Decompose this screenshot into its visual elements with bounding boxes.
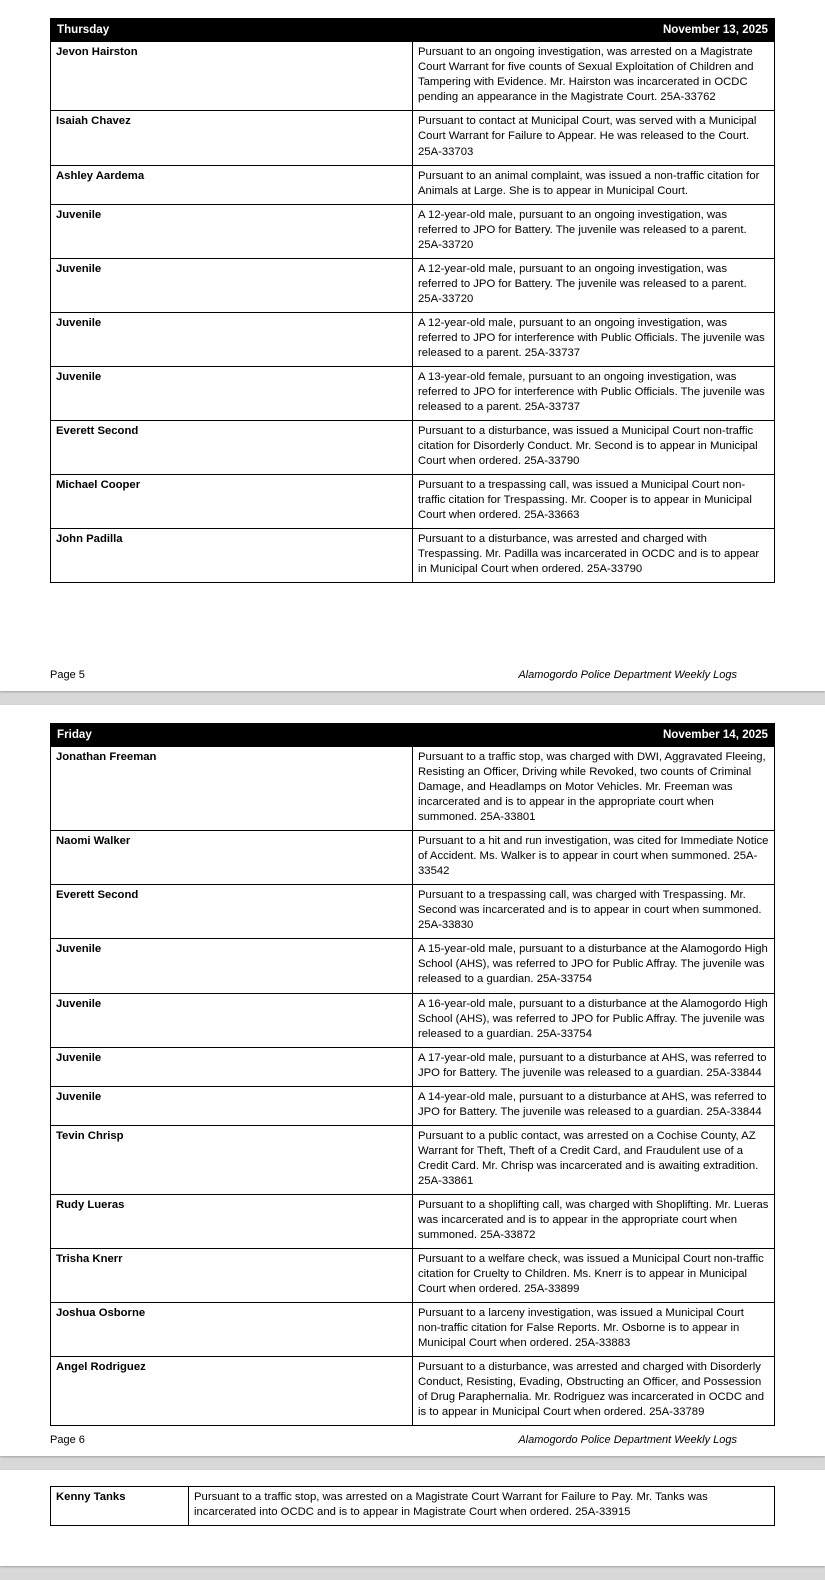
table-row (51, 366, 775, 420)
row-name: Tevin Chrisp (51, 1125, 413, 1194)
row-description: Pursuant to a traffic stop, was charged with DWI, Aggravated Fleeing, Resisting an Officer, Driving while Revoked, two counts of Criminal Damage, and Headlamps on Motor Vehicles. Mr. Freeman was incarcerated and is to appear in the appropriate court when summoned. 25A-33801 (413, 747, 775, 831)
table-row (51, 831, 775, 885)
page-6-content (22, 723, 803, 1426)
log-table-continued (50, 1486, 775, 1526)
row-name: Juvenile (51, 1047, 413, 1086)
row-description: Pursuant to a larceny investigation, was issued a Municipal Court non-traffic citation for False Reports. Mr. Osborne is to appear in Municipal Court when ordered. 25A-33883 (413, 1302, 775, 1356)
table-row (51, 420, 775, 474)
row-name: Joshua Osborne (51, 1302, 413, 1356)
table-row (51, 1047, 775, 1086)
page-5-footer (22, 669, 803, 681)
row-name: Angel Rodriguez (51, 1356, 413, 1425)
page-6-footer (22, 1434, 803, 1446)
page-5-blank-space (22, 583, 803, 669)
table-header-row (51, 19, 775, 42)
row-description: A 17-year-old male, pursuant to a disturbance at AHS, was referred to JPO for Battery. The juvenile was released to a guardian. 25A-33844 (413, 1047, 775, 1086)
row-name: Rudy Lueras (51, 1194, 413, 1248)
row-description: Pursuant to an animal complaint, was issued a non-traffic citation for Animals at Large. She is to appear in Municipal Court. (413, 165, 775, 204)
row-name: Kenny Tanks (51, 1486, 189, 1525)
header-day-label: Thursday (51, 19, 413, 42)
row-name: Michael Cooper (51, 474, 413, 528)
table-row (51, 993, 775, 1047)
table-row (51, 204, 775, 258)
table-row (51, 1248, 775, 1302)
table-row (51, 939, 775, 993)
page-7-content (22, 1486, 803, 1526)
row-name: Isaiah Chavez (51, 111, 413, 165)
row-description: Pursuant to a disturbance, was arrested and charged with Disorderly Conduct, Resisting, Evading, Obstructing an Officer, and Possession of Drug Paraphernalia. Mr. Rodriguez was incarcerated in OCDC and is to appear in Municipal Court when ordered. 25A-33789 (413, 1356, 775, 1425)
page-number: Page 5 (50, 668, 85, 681)
row-description: A 12-year-old male, pursuant to an ongoing investigation, was referred to JPO for Battery. The juvenile was released to a parent. 25A-33720 (413, 204, 775, 258)
row-name: Ashley Aardema (51, 165, 413, 204)
table-row (51, 111, 775, 165)
document-page-7 (0, 1470, 825, 1566)
row-description: Pursuant to a traffic stop, was arrested on a Magistrate Court Warrant for Failure to Pay. Mr. Tanks was incarcerated into OCDC and is to appear in Magistrate Court when ordered. 25A-33915 (189, 1486, 775, 1525)
table-row (51, 885, 775, 939)
row-description: A 12-year-old male, pursuant to an ongoing investigation, was referred to JPO for interference with Public Officials. The juvenile was released to a parent. 25A-33737 (413, 312, 775, 366)
table-row (51, 747, 775, 831)
row-description: Pursuant to a disturbance, was issued a Municipal Court non-traffic citation for Disorderly Conduct. Mr. Second is to appear in Municipal Court when ordered. 25A-33790 (413, 420, 775, 474)
header-date-label: November 14, 2025 (413, 723, 775, 746)
row-name: Naomi Walker (51, 831, 413, 885)
row-name: Juvenile (51, 204, 413, 258)
page-6-blank-space (22, 1426, 803, 1434)
table-row (51, 1194, 775, 1248)
row-name: Juvenile (51, 1086, 413, 1125)
row-description: Pursuant to a trespassing call, was charged with Trespassing. Mr. Second was incarcerated and is to appear in court when summoned. 25A-33830 (413, 885, 775, 939)
log-table-friday (50, 723, 775, 1426)
table-row (51, 528, 775, 582)
row-name: Jonathan Freeman (51, 747, 413, 831)
row-name: Everett Second (51, 420, 413, 474)
row-name: John Padilla (51, 528, 413, 582)
row-name: Juvenile (51, 312, 413, 366)
row-description: Pursuant to a public contact, was arrested on a Cochise County, AZ Warrant for Theft, Theft of a Credit Card, and Fraudulent use of a Credit Card. Mr. Chrisp was incarcerated and is awaiting extradition. 25A-33861 (413, 1125, 775, 1194)
row-description: Pursuant to a shoplifting call, was charged with Shoplifting. Mr. Lueras was incarcerated and is to appear in the appropriate court when summoned. 25A-33872 (413, 1194, 775, 1248)
header-date-label: November 13, 2025 (413, 19, 775, 42)
row-description: Pursuant to an ongoing investigation, was arrested on a Magistrate Court Warrant for five counts of Sexual Exploitation of Children and Tampering with Evidence. Mr. Hairston was incarcerated in OCDC pending an appearance in the Magistrate Court. 25A-33762 (413, 42, 775, 111)
row-description: A 12-year-old male, pursuant to an ongoing investigation, was referred to JPO for Battery. The juvenile was released to a parent. 25A-33720 (413, 258, 775, 312)
row-name: Juvenile (51, 258, 413, 312)
table-row (51, 42, 775, 111)
row-description: Pursuant to contact at Municipal Court, was served with a Municipal Court Warrant for Failure to Appear. He was released to the Court. 25A-33703 (413, 111, 775, 165)
table-header-row (51, 723, 775, 746)
row-description: A 15-year-old male, pursuant to a disturbance at the Alamogordo High School (AHS), was referred to JPO for Public Affray. The juvenile was released to a guardian. 25A-33754 (413, 939, 775, 993)
table-row (51, 1486, 775, 1525)
row-name: Trisha Knerr (51, 1248, 413, 1302)
footer-source-label: Alamogordo Police Department Weekly Logs (518, 1433, 737, 1446)
row-description: Pursuant to a disturbance, was arrested and charged with Trespassing. Mr. Padilla was incarcerated in OCDC and is to appear in Municipal Court when ordered. 25A-33790 (413, 528, 775, 582)
table-row (51, 1302, 775, 1356)
row-description: A 16-year-old male, pursuant to a disturbance at the Alamogordo High School (AHS), was referred to JPO for Public Affray. The juvenile was released to a guardian. 25A-33754 (413, 993, 775, 1047)
table-row (51, 312, 775, 366)
row-name: Jevon Hairston (51, 42, 413, 111)
table-row (51, 1125, 775, 1194)
log-table-thursday (50, 18, 775, 583)
table-row (51, 474, 775, 528)
row-name: Juvenile (51, 993, 413, 1047)
document-page-5 (0, 0, 825, 691)
row-description: Pursuant to a hit and run investigation, was cited for Immediate Notice of Accident. Ms. Walker is to appear in court when summoned. 25A-33542 (413, 831, 775, 885)
row-name: Juvenile (51, 939, 413, 993)
row-description: Pursuant to a trespassing call, was issued a Municipal Court non-traffic citation for Trespassing. Mr. Cooper is to appear in Municipal Court when ordered. 25A-33663 (413, 474, 775, 528)
page-5-content (22, 18, 803, 583)
footer-source-label: Alamogordo Police Department Weekly Logs (518, 668, 737, 681)
row-description: A 14-year-old male, pursuant to a disturbance at AHS, was referred to JPO for Battery. The juvenile was released to a guardian. 25A-33844 (413, 1086, 775, 1125)
document-page-6 (0, 705, 825, 1456)
row-description: Pursuant to a welfare check, was issued a Municipal Court non-traffic citation for Cruelty to Children. Ms. Knerr is to appear in Municipal Court when ordered. 25A-33899 (413, 1248, 775, 1302)
page-number: Page 6 (50, 1433, 85, 1446)
table-row (51, 165, 775, 204)
table-row (51, 1356, 775, 1425)
table-row (51, 1086, 775, 1125)
row-name: Everett Second (51, 885, 413, 939)
table-row (51, 258, 775, 312)
row-name: Juvenile (51, 366, 413, 420)
row-description: A 13-year-old female, pursuant to an ongoing investigation, was referred to JPO for interference with Public Officials. The juvenile was released to a parent. 25A-33737 (413, 366, 775, 420)
header-day-label: Friday (51, 723, 413, 746)
